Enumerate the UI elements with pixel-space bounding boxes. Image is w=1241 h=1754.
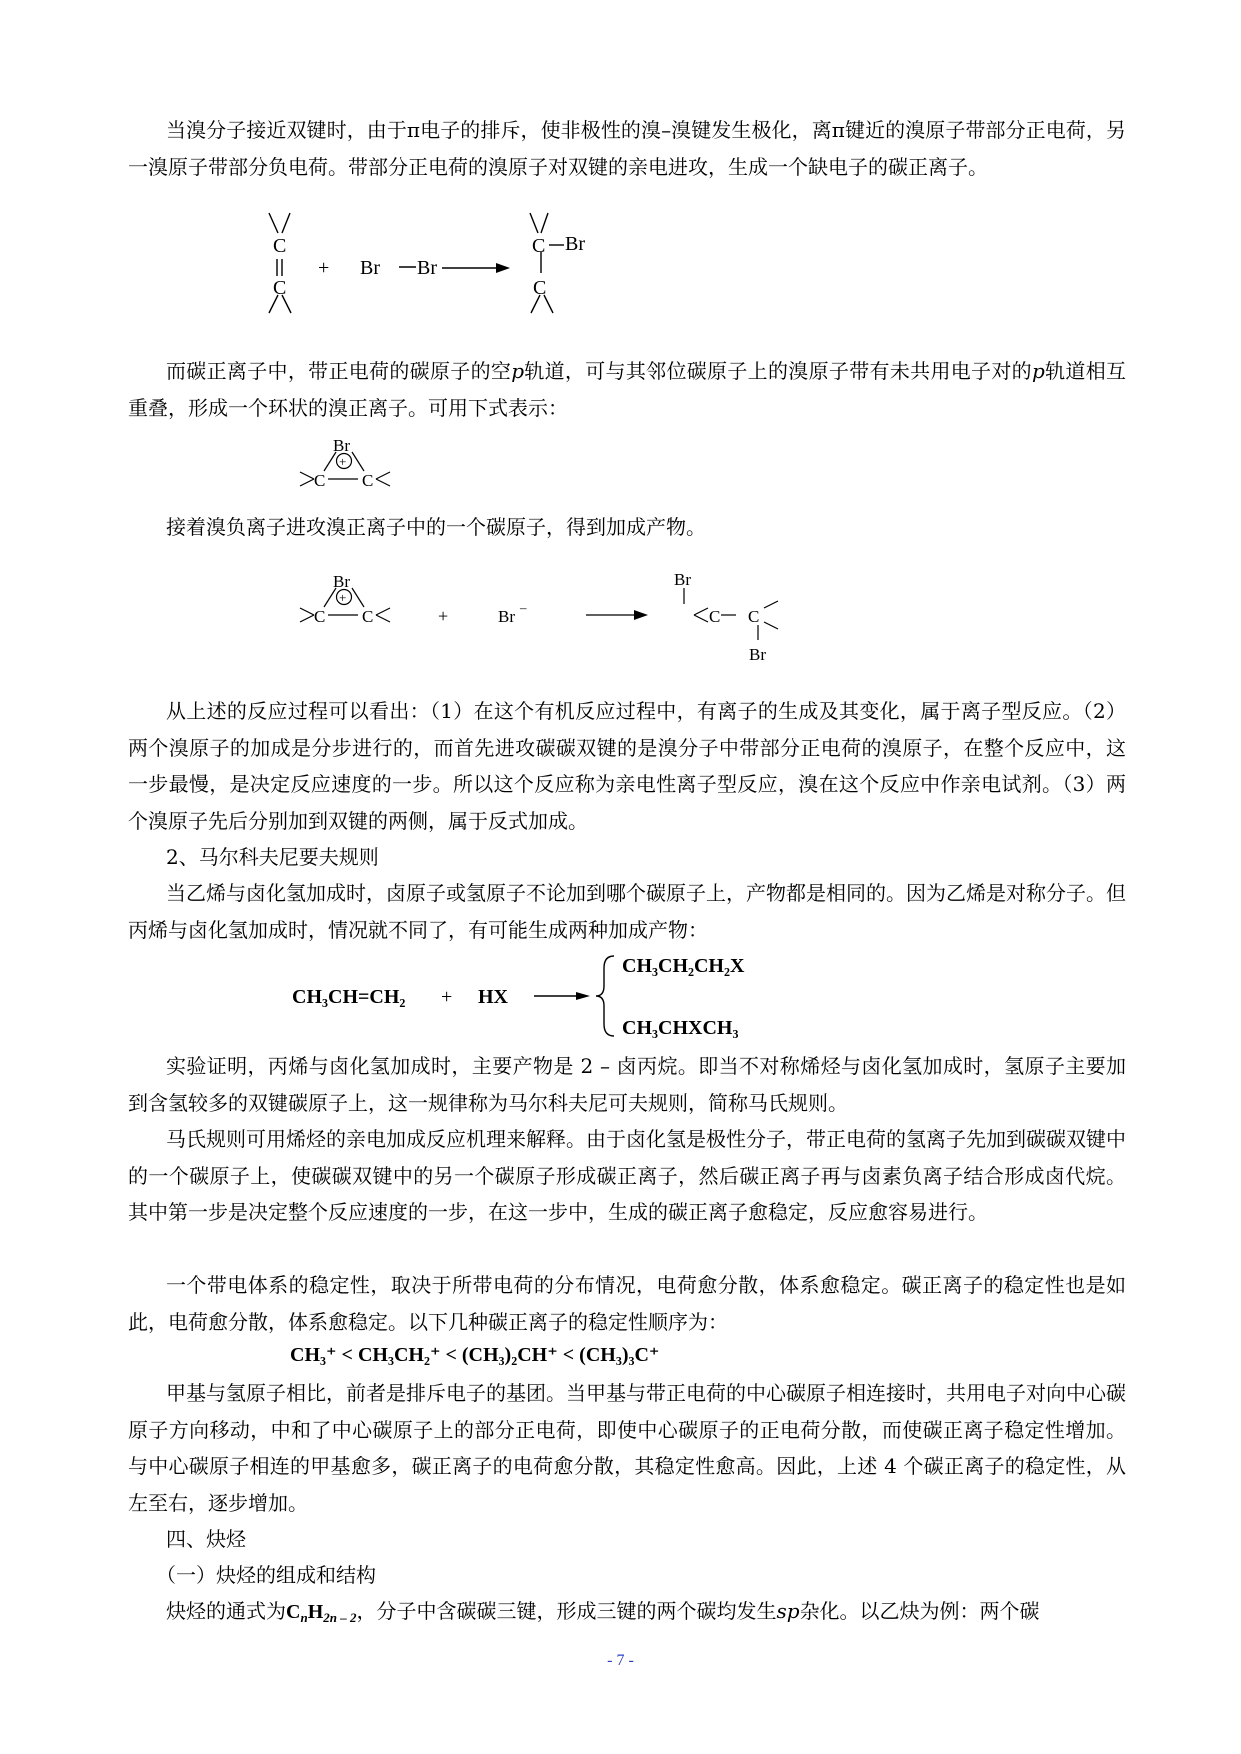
paragraph-bromonium-ion [128, 353, 1126, 426]
atom-br: Br [565, 233, 585, 255]
bond-line [530, 213, 538, 233]
text-span: 而碳正离子中，带正电荷的碳原子的空 [166, 359, 512, 383]
paragraph-bromide-attack: 接着溴负离子进攻溴正离子中的一个碳原子，得到加成产物。 [166, 515, 706, 539]
paragraph-propene-addition: 当乙烯与卤化氢加成时，卤原子或氢原子不论加到哪个碳原子上，产物都是相同的。因为乙烯是对称分子。但丙烯与卤化氢加成时，情况就不同了，有可能生成两种加成产物： [128, 881, 1126, 942]
italic-sp: sp [776, 1599, 800, 1623]
charge-plus: + [339, 454, 347, 469]
atom-c: C [533, 277, 547, 299]
paragraph-mechanism-explanation: 马氏规则可用烯烃的亲电加成反应机理来解释。由于卤化氢是极性分子，带正电荷的氢离子先加到碳碳双键中的一个碳原子上，使碳碳双键中的另一个碳原子形成碳正离子，然后碳正离子再与卤素负离子结合形成卤代烷。其中第一步是决定整个反应速度的一步，在这一步中，生成的碳正离子愈稳定，反应愈容易进行。 [128, 1127, 1126, 1224]
text-span: 炔烃的通式为 [166, 1599, 286, 1623]
page-number: - 7 - [607, 1652, 634, 1669]
bond-line [282, 213, 290, 233]
text-span: ，分子中含碳碳三键，形成三键的两个碳均发生 [356, 1599, 777, 1623]
plus-sign: + [318, 257, 330, 279]
atom-c: C [362, 607, 374, 626]
formula-part: 2n – 2 [323, 1610, 357, 1625]
formula-product-2-halopropane: CH₃CHXCH₃ [622, 1017, 739, 1039]
reaction-arrow-head [634, 610, 648, 620]
formula-propene: CH₃CH=CH₂ [292, 986, 406, 1008]
scheme-bromine-attack [260, 200, 660, 325]
paragraph-bromine-polarization: 当溴分子接近双键时，由于π电子的排斥，使非极性的溴–溴键发生极化，离π键近的溴原子带部分正电荷，另一溴原子带部分负电荷。带部分正电荷的溴原子对双键的亲电进攻，生成一个缺电子的碳正离子。 [128, 118, 1126, 179]
heading-alkynes: 四、炔烃 [166, 1527, 246, 1551]
text-span: 杂化。以乙炔为例：两个碳 [799, 1599, 1040, 1623]
atom-c: C [273, 277, 287, 299]
reaction-arrow-head [496, 263, 510, 273]
heading-alkyne-structure: （一）炔烃的组成和结构 [156, 1563, 376, 1587]
atom-c: C [273, 235, 287, 257]
atom-c: C [314, 607, 326, 626]
text-span: 轨道相互重叠，形成一个环状的溴正离子。可用下式表示： [128, 359, 1127, 420]
scheme-bromide-addition [296, 568, 796, 668]
atom-br: Br [749, 645, 766, 664]
atom-c: C [362, 471, 374, 490]
paragraph-charge-dispersal: 一个带电体系的稳定性，取决于所带电荷的分布情况，电荷愈分散，体系愈稳定。碳正离子的稳定性也是如此，电荷愈分散，体系愈稳定。以下几种碳正离子的稳定性顺序为： [128, 1273, 1126, 1334]
bromonium-ion-structure [296, 432, 406, 500]
atom-br: Br [674, 570, 691, 589]
formula-product-1-halopropane: CH₃CH₂CH₂X [622, 955, 745, 977]
bromide-ion: Br [498, 607, 515, 626]
formula-alkyne-general [286, 1601, 356, 1623]
text-span: 轨道，可与其邻位碳原子上的溴原子带有未共用电子对的 [524, 359, 1032, 383]
atom-c: C [709, 607, 721, 626]
formula-carbocation-order: CH₃⁺ < CH₃CH₂⁺ < (CH₃)₂CH⁺ < (CH₃)₃C⁺ [290, 1344, 660, 1366]
atom-br: Br [333, 436, 350, 455]
atom-br: Br [417, 257, 437, 279]
charge-minus: – [520, 600, 527, 615]
atom-br: Br [333, 572, 350, 591]
bond-line [541, 213, 548, 233]
paragraph-markovnikov-rule: 实验证明，丙烯与卤化氢加成时，主要产物是 2 – 卤丙烷。即当不对称烯烃与卤化氢加成时，氢原子主要加到含氢较多的双键碳原子上，这一规律称为马尔科夫尼可夫规则，简称马氏规则。 [128, 1054, 1126, 1115]
formula-part: H [307, 1601, 324, 1623]
atom-br: Br [360, 257, 380, 279]
atom-c: C [532, 235, 546, 257]
atom-c: C [748, 607, 760, 626]
paragraph-methyl-effect: 甲基与氢原子相比，前者是排斥电子的基团。当甲基与带正电荷的中心碳原子相连接时，共用电子对向中心碳原子方向移动，中和了中心碳原子上的部分正电荷，即使中心碳原子的正电荷分散，而使碳正离子稳定性增加。与中心碳原子相连的甲基愈多，碳正离子的电荷愈分散，其稳定性愈高。因此，上述 4 个碳正离子的稳定性，从左至右，逐步增加。 [128, 1381, 1126, 1515]
italic-p: p [1031, 359, 1045, 383]
formula-part: n [300, 1610, 308, 1625]
bond-line [269, 213, 278, 233]
formula-hx: HX [478, 986, 508, 1008]
formula-part: C [286, 1601, 301, 1623]
plus-sign: + [438, 606, 449, 626]
atom-c: C [314, 471, 326, 490]
plus-sign: + [441, 986, 453, 1008]
paragraph-alkyne-formula [128, 1593, 1126, 1637]
charge-plus: + [339, 590, 347, 605]
paragraph-mechanism-summary: 从上述的反应过程可以看出：（1）在这个有机反应过程中，有离子的生成及其变化，属于离子型反应。（2）两个溴原子的加成是分步进行的，而首先进攻碳碳双键的是溴分子中带部分正电荷的溴原子，在整个反应中，这一步最慢，是决定反应速度的一步。所以这个反应称为亲电性离子型反应，溴在这个反应中作亲电试剂。（3）两个溴原子先后分别加到双键的两侧，属于反式加成。 [128, 699, 1126, 833]
heading-markovnikov: 2、马尔科夫尼要夫规则 [166, 845, 379, 869]
italic-p: p [511, 359, 525, 383]
